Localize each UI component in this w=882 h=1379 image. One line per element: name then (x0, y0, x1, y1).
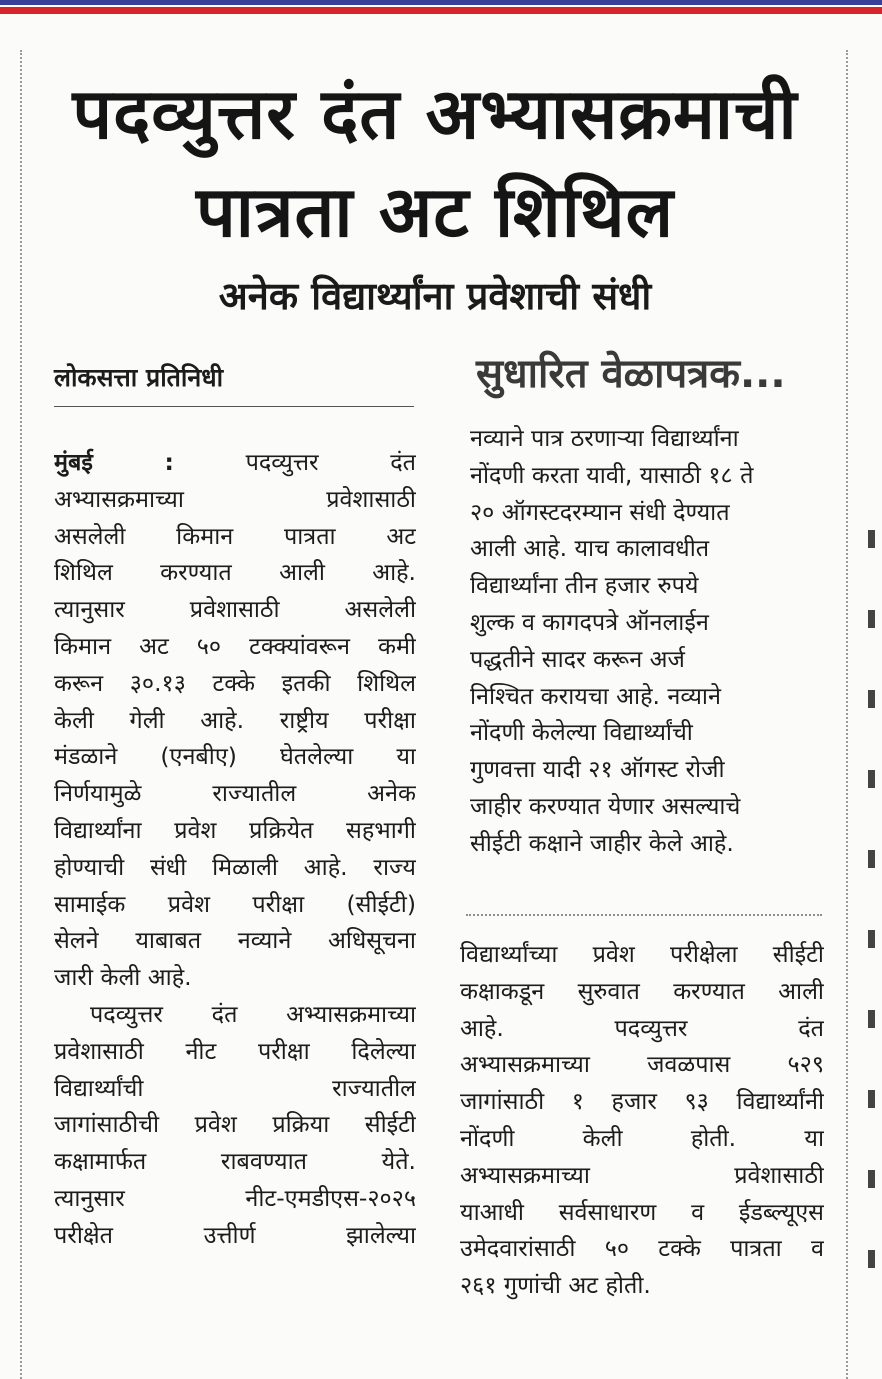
text-line: कक्षाकडून सुरुवात करण्यात आली (460, 976, 824, 1005)
dateline: मुंबई (54, 448, 93, 476)
text-line: होण्याची संधी मिळाली आहे. राज्य (54, 852, 416, 881)
text-line: मंडळाने (एनबीए) घेतलेल्या या (54, 742, 416, 771)
text-line: कक्षामार्फत राबवण्यात येते. (54, 1147, 416, 1176)
text-line: जागांसाठीची प्रवेश प्रक्रिया सीईटी (54, 1110, 416, 1139)
text-line: सीईटी कक्षाने जाहीर केले आहे. (470, 828, 734, 857)
text-line: प्रवेशासाठी नीट परीक्षा दिलेल्या (54, 1036, 416, 1065)
box-dotted-separator (466, 914, 822, 916)
text-line: २० ऑगस्टदरम्यान संधी देण्यात (470, 497, 730, 526)
text-line: त्यानुसार प्रवेशासाठी असलेली (54, 595, 416, 624)
text-line: जारी केली आहे. (54, 963, 192, 992)
text-line: किमान अट ५० टक्क्यांवरून कमी (54, 631, 416, 660)
text-line: नोंदणी केलेल्या विद्यार्थ्यांची (470, 718, 693, 747)
text-line: याआधी सर्वसाधारण व ईडब्ल्यूएस (460, 1197, 824, 1226)
text-line: विद्यार्थ्यांना प्रवेश प्रक्रियेत सहभागी (54, 815, 416, 844)
text-line: सामाईक प्रवेश परीक्षा (सीईटी) (54, 889, 416, 918)
text-line: आली आहे. याच कालावधीत (470, 534, 710, 563)
text-line: निश्चित करायचा आहे. नव्याने (470, 681, 721, 710)
text-line: शुल्क व कागदपत्रे ऑनलाईन (470, 607, 709, 636)
text-line: केली गेली आहे. राष्ट्रीय परीक्षा (54, 705, 416, 734)
adjacent-column-edge (864, 530, 882, 1350)
text-line: विद्यार्थ्यांच्या प्रवेश परीक्षेला सीईटी (460, 940, 824, 968)
left-column (54, 444, 416, 1254)
box-heading: सुधारित वेळापत्रक... (476, 351, 786, 397)
text-line: सेलने याबाबत नव्याने अधिसूचना (54, 926, 416, 955)
right-dotted-border (846, 50, 848, 1379)
text-line: २६१ गुणांची अट होती. (460, 1271, 651, 1300)
dateline-separator: : (164, 448, 174, 476)
text-line: जागांसाठी १ हजार ९३ विद्यार्थ्यांनी (460, 1087, 824, 1116)
right-column (460, 936, 824, 1304)
text-line: शिथिल करण्यात आली आहे. (54, 558, 416, 587)
top-color-bar (0, 0, 882, 14)
text-line: आहे. पदव्युत्तर दंत (460, 1013, 824, 1042)
text-line: असलेली किमान पात्रता अट (54, 521, 416, 550)
lead-line (54, 444, 416, 481)
text-line: अभ्यासक्रमाच्या जवळपास ५२९ (460, 1050, 824, 1079)
text-line: गुणवत्ता यादी २१ ऑगस्ट रोजी (470, 755, 725, 784)
text-line: नव्याने पात्र ठरणाऱ्या विद्यार्थ्यांना (470, 424, 739, 452)
text-line: जाहीर करण्यात येणार असल्याचे (470, 791, 741, 820)
text-line: पद्धतीने सादर करून अर्ज (470, 644, 685, 673)
text-line: परीक्षेत उत्तीर्ण झालेल्या (54, 1220, 416, 1249)
left-dotted-border (20, 50, 22, 1379)
text-line: पदव्युत्तर दंत अभ्यासक्रमाच्या (90, 999, 416, 1028)
byline: लोकसत्ता प्रतिनिधी (54, 363, 224, 392)
text-line: करून ३०.१३ टक्के इतकी शिथिल (54, 668, 416, 697)
headline-line-2: पात्रता अट शिथिल (195, 171, 675, 253)
text-line: विद्यार्थ्यांना तीन हजार रुपये (470, 571, 699, 600)
text-line: नोंदणी करता यावी, यासाठी १८ ते (470, 460, 754, 489)
text-line: त्यानुसार नीट-एमडीएस-२०२५ (54, 1183, 416, 1212)
lead-text: पदव्युत्तर दंत (245, 448, 416, 476)
text-line: अभ्यासक्रमाच्या प्रवेशासाठी (54, 484, 416, 513)
text-line: निर्णयामुळे राज्यातील अनेक (54, 779, 416, 808)
text-line: विद्यार्थ्यांची राज्यातील (54, 1073, 416, 1102)
headline-line-1: पदव्युत्तर दंत अभ्यासक्रमाची (72, 73, 798, 155)
subheadline: अनेक विद्यार्थ्यांना प्रवेशाची संधी (218, 274, 652, 318)
text-line: उमेदवारांसाठी ५० टक्के पात्रता व (460, 1234, 824, 1263)
text-line: अभ्यासक्रमाच्या प्रवेशासाठी (460, 1160, 824, 1189)
text-line: नोंदणी केली होती. या (460, 1123, 824, 1152)
box-body (460, 420, 824, 862)
byline-rule (54, 406, 414, 407)
